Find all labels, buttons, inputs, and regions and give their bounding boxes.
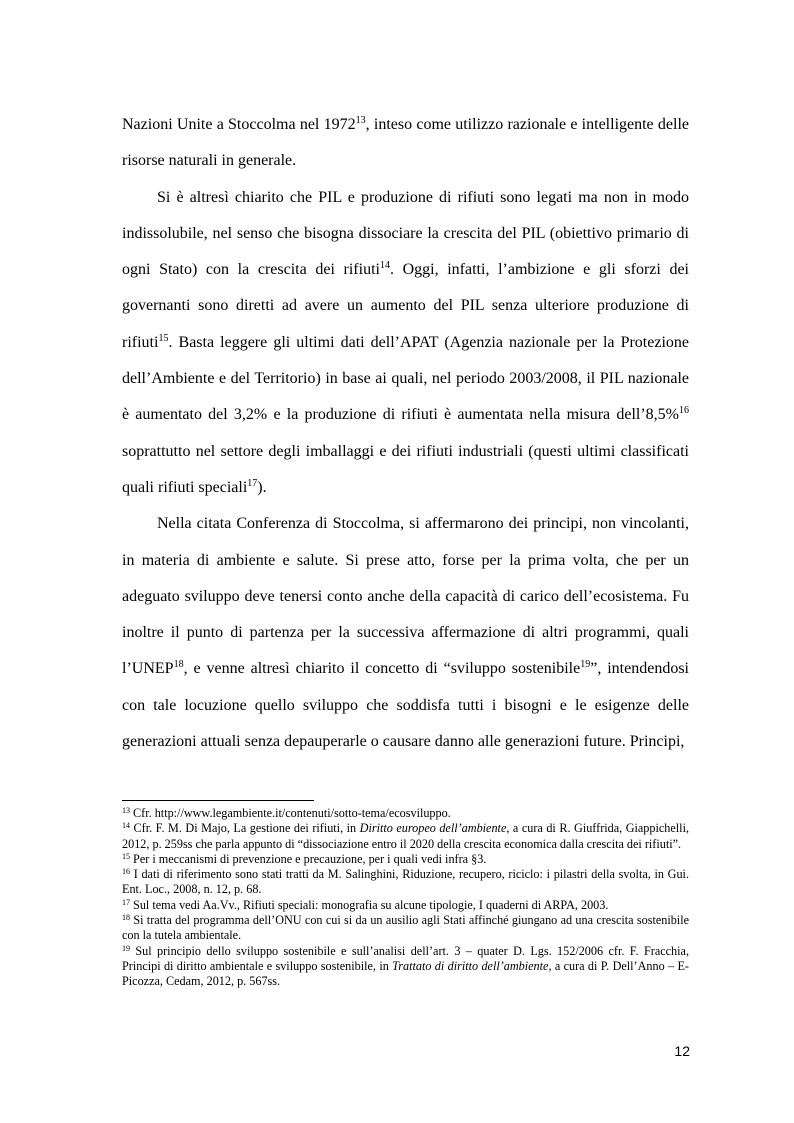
text-run: Nazioni Unite a Stoccolma nel 1972 bbox=[122, 116, 356, 133]
footnotes bbox=[122, 806, 689, 990]
footnote-reference: 19 bbox=[580, 659, 591, 671]
footnote-number: 14 bbox=[122, 821, 130, 831]
footnote-number: 17 bbox=[122, 897, 130, 907]
text-run: soprattutto nel settore degli imballaggi e dei rifiuti industriali (questi ultimi classificati quali rifiuti speciali bbox=[122, 442, 689, 496]
footnote-reference: 15 bbox=[158, 332, 169, 344]
footnote-13 bbox=[122, 806, 689, 821]
paragraph-3 bbox=[122, 506, 689, 760]
text-run: Si tratta del programma dell’ONU con cui si da un ausilio agli Stati affinché giungano ad una crescita sostenibile con la tutela ambientale. bbox=[122, 913, 689, 943]
text-run: , inteso come utilizzo razionale e intelligente delle risorse naturali in generale. bbox=[122, 116, 689, 170]
text-run: Sul tema vedi Aa.Vv., Rifiuti speciali: monografia su alcune tipologie, I quaderni di ARPA, 2003. bbox=[130, 897, 609, 912]
text-run: I dati di riferimento sono stati tratti da M. Salinghini, Riduzione, recupero, riciclo: i pilastri della svolta, in Gui. Ent. Loc., 2008, n. 12, p. 68. bbox=[122, 867, 689, 897]
footnote-14 bbox=[122, 821, 689, 852]
text-run: Nella citata Conferenza di Stoccolma, si affermarono dei principi, non vincolanti, in materia di ambiente e salute. Si prese atto, forse per la prima volta, che per un adeguato sviluppo deve tenersi conto anche della capacità di carico dell’ecosistema. Fu inoltre il punto di partenza per la successiva affermazione di altri programmi, quali l’UNEP bbox=[122, 515, 689, 678]
footnote-18 bbox=[122, 913, 689, 944]
body-text bbox=[122, 107, 689, 760]
page-number: 12 bbox=[674, 1043, 690, 1059]
footnote-15 bbox=[122, 852, 689, 867]
text-run: , e venne altresì chiarito il concetto di “sviluppo sostenibile bbox=[183, 660, 581, 678]
footnote-reference: 17 bbox=[247, 477, 258, 489]
text-run: . Oggi, infatti, l’ambizione e gli sforzi dei governanti sono diretti ad avere un aumento del PIL senza ulteriore produzione di rifiuti bbox=[122, 261, 690, 351]
footnote-reference: 14 bbox=[379, 260, 390, 272]
footnote-17 bbox=[122, 898, 689, 913]
text-run: Per i meccanismi di prevenzione e precauzione, per i quali vedi infra §3. bbox=[130, 851, 487, 866]
footnote-number: 19 bbox=[122, 943, 130, 953]
italic-title: Diritto europeo dell’ambiente bbox=[359, 821, 507, 836]
italic-title: Trattato di diritto dell’ambiente bbox=[392, 958, 549, 973]
footnote-16 bbox=[122, 867, 689, 898]
text-run: , a cura di R. Giuffrida, Giappichelli, 2012, p. 259ss che parla appunto di “dissociazione entro il 2020 della crescita economica dalla crescita dei rifiuti”. bbox=[122, 821, 690, 851]
footnote-19 bbox=[122, 944, 689, 990]
footnote-reference: 16 bbox=[679, 405, 689, 417]
text-run: Si è altresì chiarito che PIL e produzione di rifiuti sono legati ma non in modo indissolubile, nel senso che bisogna dissociare la crescita del PIL (obiettivo primario di ogni Stato) con la crescita dei rifiuti bbox=[122, 188, 689, 279]
text-run: ”, intendendosi con tale locuzione quello sviluppo che soddisfa tutti i bisogni e le esigenze delle generazioni attuali senza depauperarle o causare danno alle generazioni future. Principi, bbox=[122, 660, 689, 751]
paragraph-2 bbox=[122, 180, 689, 507]
text-run: , a cura di P. Dell’Anno – E- Picozza, Cedam, 2012, p. 567ss. bbox=[122, 958, 689, 989]
text-run: Cfr. F. M. Di Majo, La gestione dei rifiuti, in bbox=[130, 821, 360, 836]
footnote-number: 16 bbox=[122, 867, 130, 877]
footnote-separator bbox=[122, 800, 314, 801]
paragraph-1 bbox=[122, 107, 689, 180]
footnote-number: 18 bbox=[122, 913, 130, 923]
footnote-number: 15 bbox=[122, 851, 130, 861]
footnote-reference: 18 bbox=[173, 659, 184, 671]
footnote-number: 13 bbox=[122, 806, 130, 815]
text-run: Sul principio dello sviluppo sostenibile e sull’analisi dell’art. 3 – quater D. Lgs. 152/2006 cfr. F. Fracchia, Principi di diritto ambientale e sviluppo sostenibile, in bbox=[122, 943, 689, 973]
text-run: . Basta leggere gli ultimi dati dell’APAT (Agenzia nazionale per la Protezione dell’Ambiente e del Territorio) in base ai quali, nel periodo 2003/2008, il PIL nazionale è aumentato del 3,2% e la produzione di rifiuti è aumentata nella misura dell’8,5% bbox=[122, 333, 689, 424]
text-run: ). bbox=[257, 478, 267, 496]
text-run: Cfr. http://www.legambiente.it/contenuti/sotto-tema/ecosviluppo. bbox=[130, 806, 451, 820]
footnote-reference: 13 bbox=[355, 115, 366, 126]
